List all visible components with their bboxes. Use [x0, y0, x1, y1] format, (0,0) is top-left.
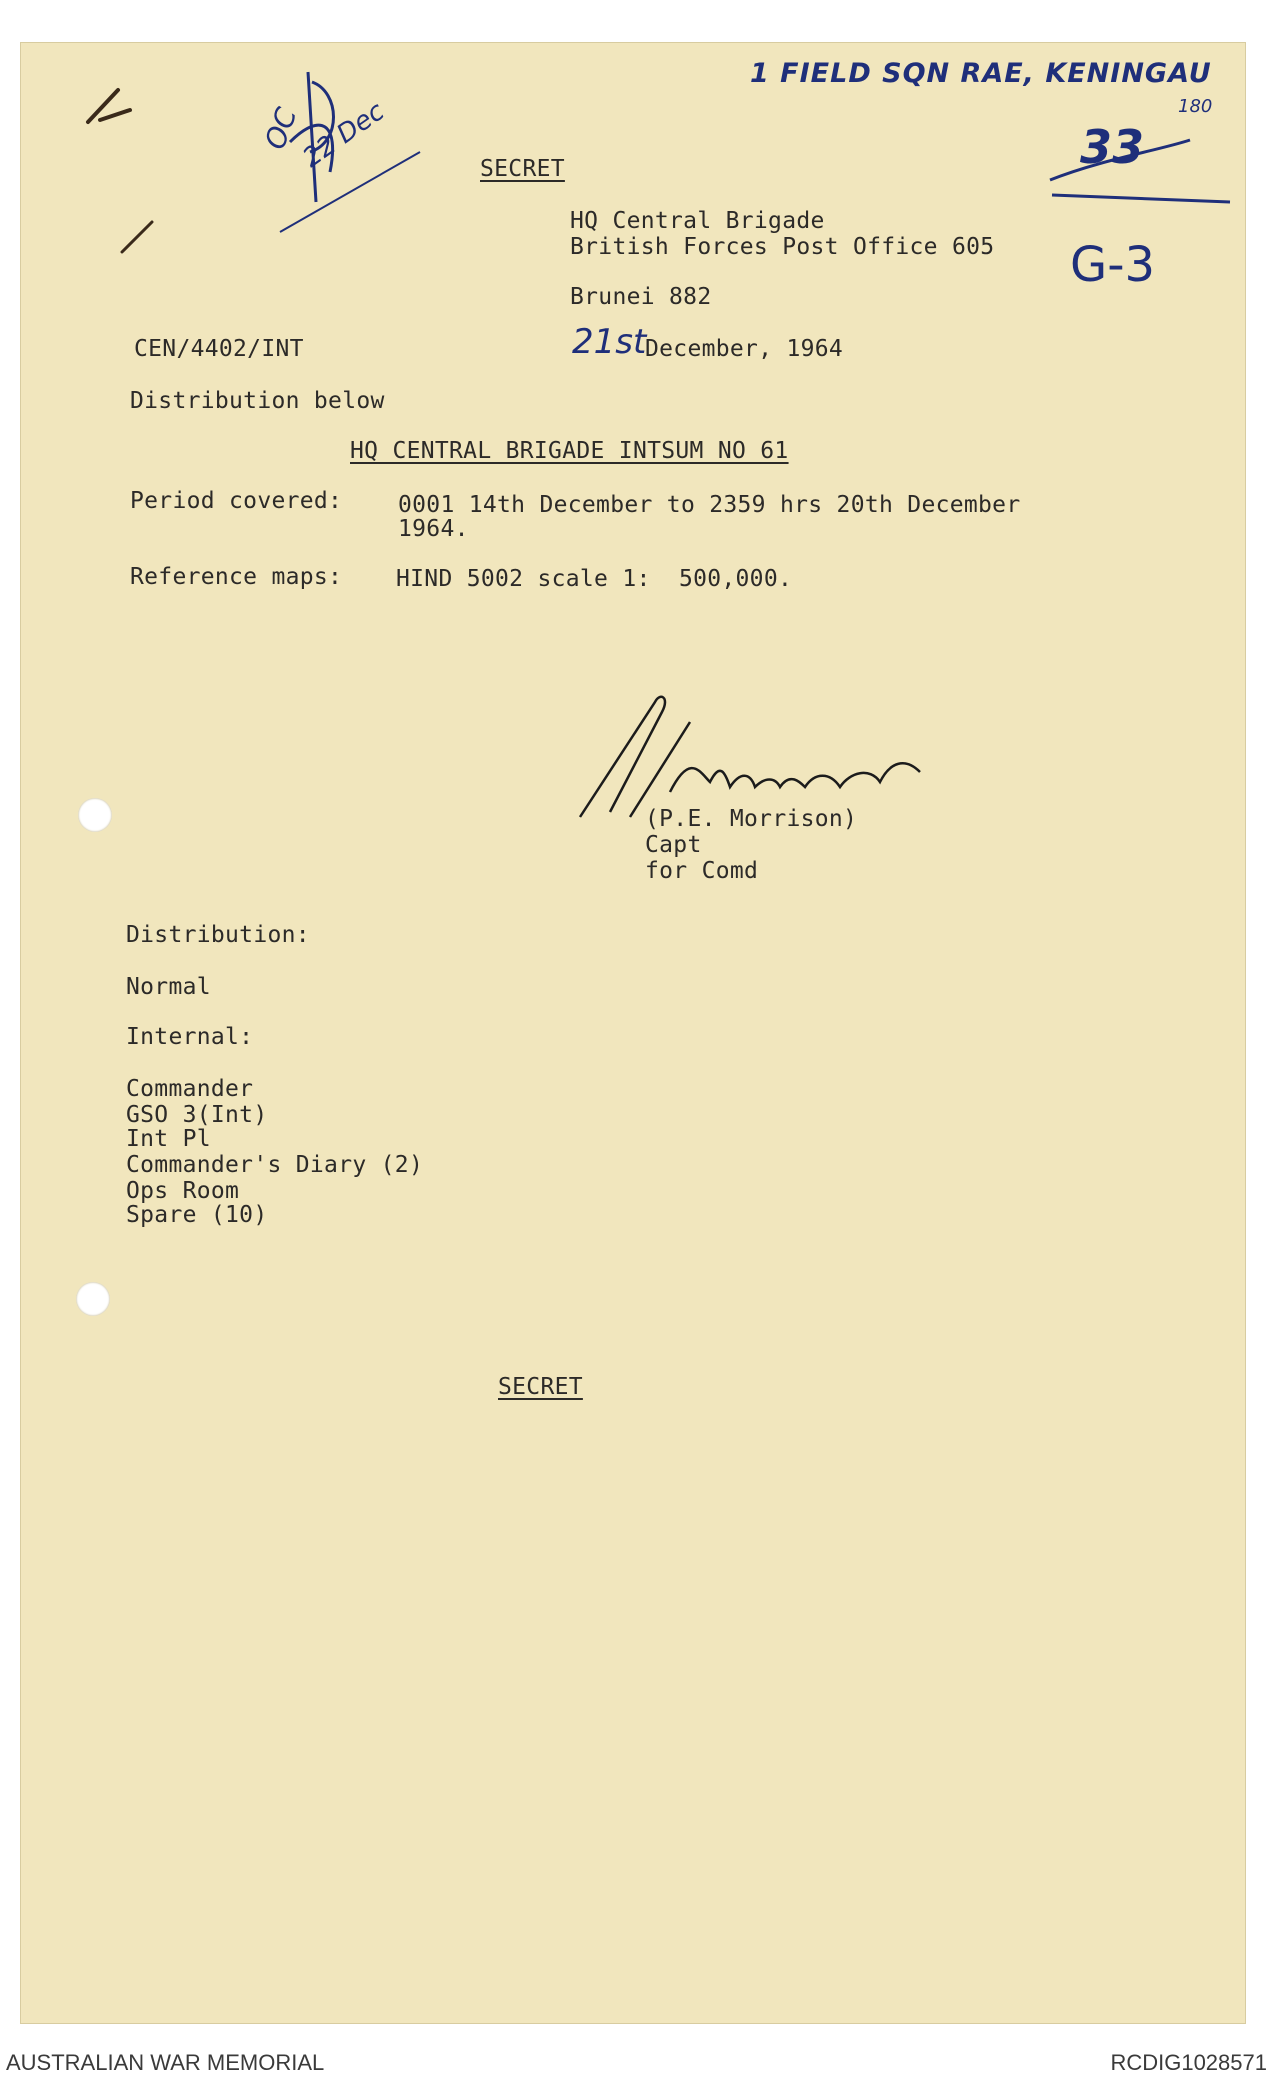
stamp-initials: OC: [258, 103, 304, 154]
period-value-line2: 1964.: [398, 516, 469, 542]
classification-top: SECRET: [480, 156, 565, 182]
reference-number: CEN/4402/INT: [134, 336, 304, 362]
distribution-heading: Distribution:: [126, 922, 310, 948]
maps-label: Reference maps:: [130, 564, 343, 590]
date-day: 21st: [572, 322, 647, 362]
date-typed: December, 1964: [645, 336, 844, 362]
document-page: [20, 42, 1246, 2024]
punch-hole-lower: [76, 1282, 110, 1316]
margin-marks: [60, 62, 180, 302]
footer-id: RCDIG1028571: [1110, 2050, 1267, 2075]
footer-source: AUSTRALIAN WAR MEMORIAL: [6, 2050, 325, 2075]
internal-heading: Internal:: [126, 1024, 254, 1050]
maps-value: HIND 5002 scale 1: 500,000.: [396, 566, 793, 592]
internal-item: Ops Room: [126, 1178, 240, 1204]
internal-item: Commander: [126, 1076, 254, 1102]
sheet-code: G-3: [1070, 237, 1156, 293]
punch-hole-upper: [78, 798, 112, 832]
address-line2: British Forces Post Office 605: [570, 234, 995, 260]
distribution-note: Distribution below: [130, 388, 385, 414]
document-title: HQ CENTRAL BRIGADE INTSUM NO 61: [350, 438, 789, 464]
distribution-normal: Normal: [126, 974, 211, 1000]
internal-item: Spare (10): [126, 1202, 268, 1228]
internal-item: Int Pl: [126, 1126, 211, 1152]
unit-annotation: 1 FIELD SQN RAE, KENINGAU: [750, 58, 1212, 89]
folio-number: 180: [1178, 96, 1213, 117]
address-line1: HQ Central Brigade: [570, 208, 825, 234]
period-value-line1: 0001 14th December to 2359 hrs 20th December: [398, 492, 1021, 518]
classification-bottom: SECRET: [498, 1374, 583, 1400]
address-line3: Brunei 882: [570, 284, 712, 310]
stamp-date: 22 Dec: [297, 96, 390, 174]
signatory-rank: Capt: [645, 832, 702, 858]
internal-item: GSO 3(Int): [126, 1102, 268, 1128]
struck-number: 33: [1080, 120, 1145, 174]
strike-through: [1040, 120, 1240, 230]
signatory-role: for Comd: [645, 858, 759, 884]
period-label: Period covered:: [130, 488, 343, 514]
internal-item: Commander's Diary (2): [126, 1152, 424, 1178]
signatory-name: (P.E. Morrison): [645, 806, 858, 832]
